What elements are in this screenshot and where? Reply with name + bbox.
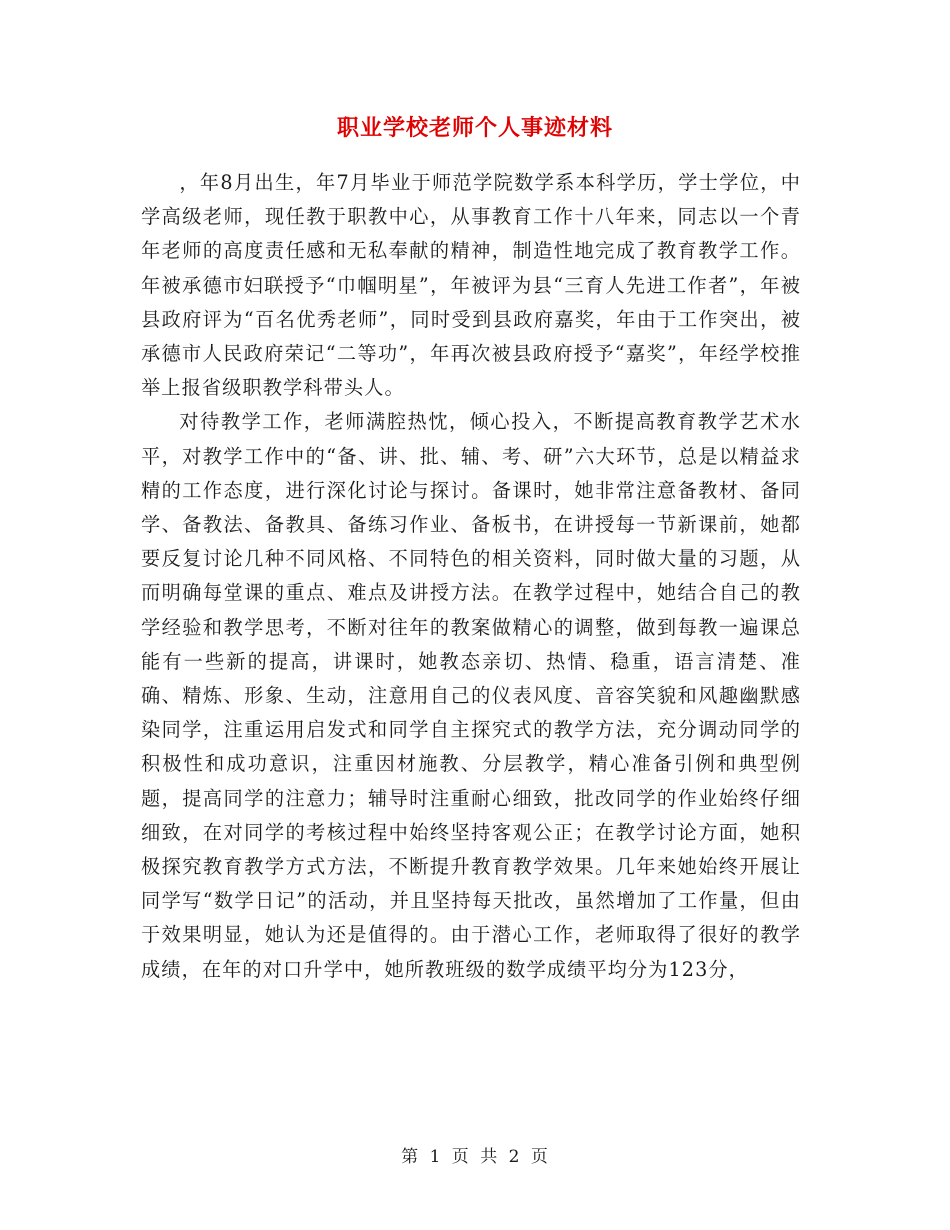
document-body	[141, 166, 801, 987]
page-label-prefix: 第	[401, 1147, 420, 1167]
page-label-suffix: 页	[530, 1147, 549, 1167]
page-footer	[0, 1145, 950, 1169]
paragraph-2: 对待教学工作，老师满腔热忱，倾心投入，不断提高教育教学艺术水平，对教学工作中的“备、讲、批、辅、考、研”六大环节，总是以精益求精的工作态度，进行深化讨论与探讨。备课时，她非常注意备教材、备同学、备教法、备教具、备练习作业、备板书，在讲授每一节新课前，她都要反复讨论几种不同风格、不同特色的相关资料，同时做大量的习题，从而明确每堂课的重点、难点及讲授方法。在教学过程中，她结合自己的教学经验和教学思考，不断对往年的教案做精心的调整，做到每教一遍课总能有一些新的提高，讲课时，她教态亲切、热情、稳重，语言清楚、准确、精炼、形象、生动，注意用自己的仪表风度、音容笑貌和风趣幽默感染同学，注重运用启发式和同学自主探究式的教学方法，充分调动同学的积极性和成功意识，注重因材施教、分层教学，精心准备引例和典型例题，提高同学的注意力；辅导时注重耐心细致，批改同学的作业始终仔细细致，在对同学的考核过程中始终坚持客观公正；在教学讨论方面，她积极探究教育教学方式方法，不断提升教育教学效果。几年来她始终开展让同学写“数学日记”的活动，并且坚持每天批改，虽然增加了工作量，但由于效果明显，她认为还是值得的。由于潜心工作，老师取得了很好的教学成绩，在年的对口升学中，她所教班级的数学成绩平均分为123分，	[141, 410, 801, 981]
page-total-prefix: 共	[480, 1147, 499, 1167]
page-label-mid: 页	[451, 1147, 470, 1167]
paragraph-1: ，年8月出生，年7月毕业于师范学院数学系本科学历，学士学位，中学高级老师，现任教于职教中心，从事教育工作十八年来，同志以一个青年老师的高度责任感和无私奉献的精神，制造性地完成了教育教学工作。年被承德市妇联授予“巾帼明星”，年被评为县“三育人先进工作者”，年被县政府评为“百名优秀老师”，同时受到县政府嘉奖，年由于工作突出，被承德市人民政府荣记“二等功”，年再次被县政府授予“嘉奖”，年经学校推举上报省级职教学科带头人。	[141, 171, 801, 400]
page-total-number: 2	[508, 1147, 521, 1167]
document-title: 职业学校老师个人事迹材料	[336, 115, 613, 141]
page-current-number: 1	[429, 1147, 442, 1167]
